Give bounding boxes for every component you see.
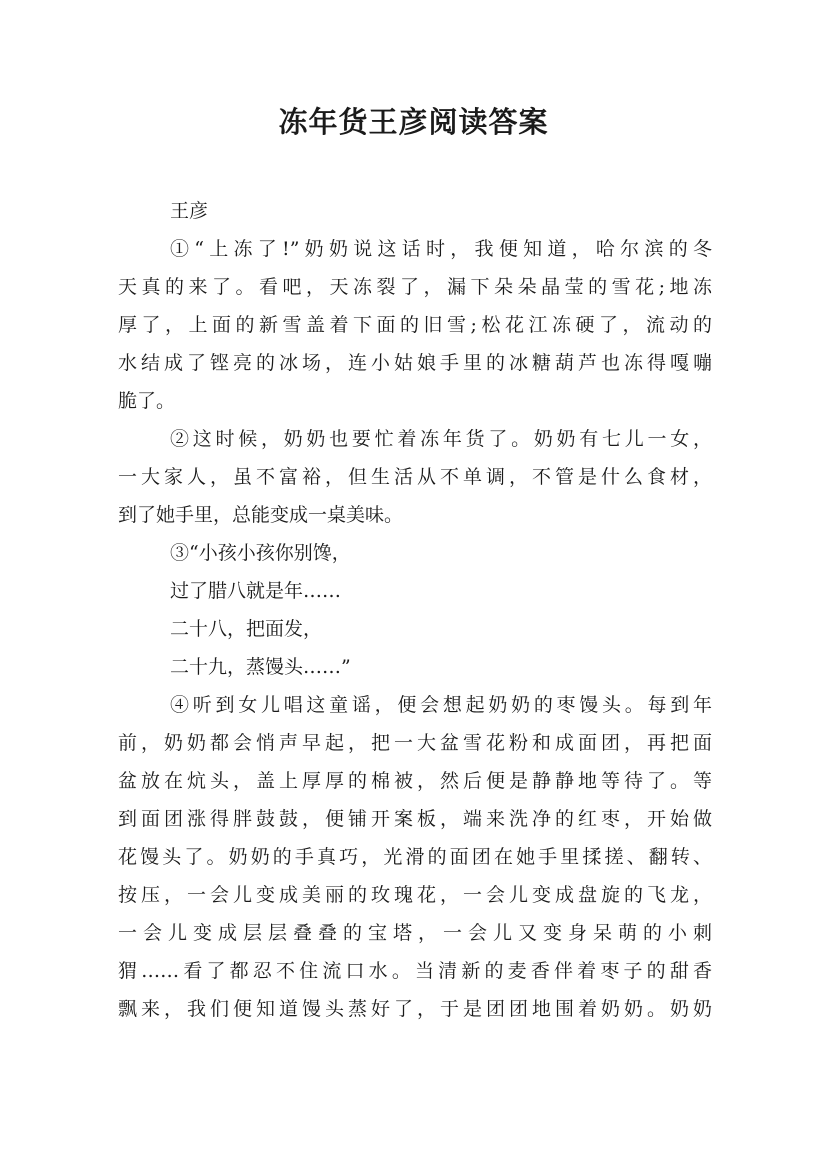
text-line-3: 天真的来了。看吧，天冻裂了，漏下朵朵晶莹的雪花;地冻 xyxy=(118,276,712,298)
text-line-11: 过了腊八就是年…… xyxy=(170,580,342,602)
text-line-16: 盆放在炕头，盖上厚厚的棉被，然后便是静静地等待了。等 xyxy=(118,770,712,792)
text-line-8: 一大家人，虽不富裕，但生活从不单调，不管是什么食材， xyxy=(118,466,712,488)
text-line-6: 脆了。 xyxy=(118,390,176,412)
article-body xyxy=(118,192,712,1028)
text-line-1: 王彦 xyxy=(170,200,209,222)
text-line-18: 花馒头了。奶奶的手真巧，光滑的面团在她手里揉搓、翻转、 xyxy=(118,846,712,868)
text-line-22: 飘来，我们便知道馒头蒸好了，于是团团地围着奶奶。奶奶 xyxy=(118,998,712,1020)
text-line-4: 厚了，上面的新雪盖着下面的旧雪;松花江冻硬了，流动的 xyxy=(118,314,712,336)
text-line-7: ②这时候，奶奶也要忙着冻年货了。奶奶有七儿一女， xyxy=(170,428,712,450)
text-line-13: 二十九，蒸馒头……” xyxy=(170,656,351,678)
text-line-20: 一会儿变成层层叠叠的宝塔，一会儿又变身呆萌的小刺 xyxy=(118,922,712,944)
text-line-9: 到了她手里，总能变成一桌美味。 xyxy=(118,504,404,526)
document-title: 冻年货王彦阅读答案 xyxy=(278,105,549,139)
text-line-10: ③“小孩小孩你别馋， xyxy=(170,542,351,564)
text-line-15: 前，奶奶都会悄声早起，把一大盆雪花粉和成面团，再把面 xyxy=(118,732,712,754)
text-line-2: ①“上冻了!”奶奶说这话时，我便知道，哈尔滨的冬 xyxy=(170,238,712,260)
text-line-14: ④听到女儿唱这童谣，便会想起奶奶的枣馒头。每到年 xyxy=(170,694,712,716)
text-line-19: 按压，一会儿变成美丽的玫瑰花，一会儿变成盘旋的飞龙， xyxy=(118,884,712,906)
text-line-12: 二十八，把面发， xyxy=(170,618,323,640)
text-line-17: 到面团涨得胖鼓鼓，便铺开案板，端来洗净的红枣，开始做 xyxy=(118,808,712,830)
text-line-21: 猬……看了都忍不住流口水。当清新的麦香伴着枣子的甜香 xyxy=(118,960,712,982)
text-line-5: 水结成了铿亮的冰场，连小姑娘手里的冰糖葫芦也冻得嘎嘣 xyxy=(118,352,712,374)
